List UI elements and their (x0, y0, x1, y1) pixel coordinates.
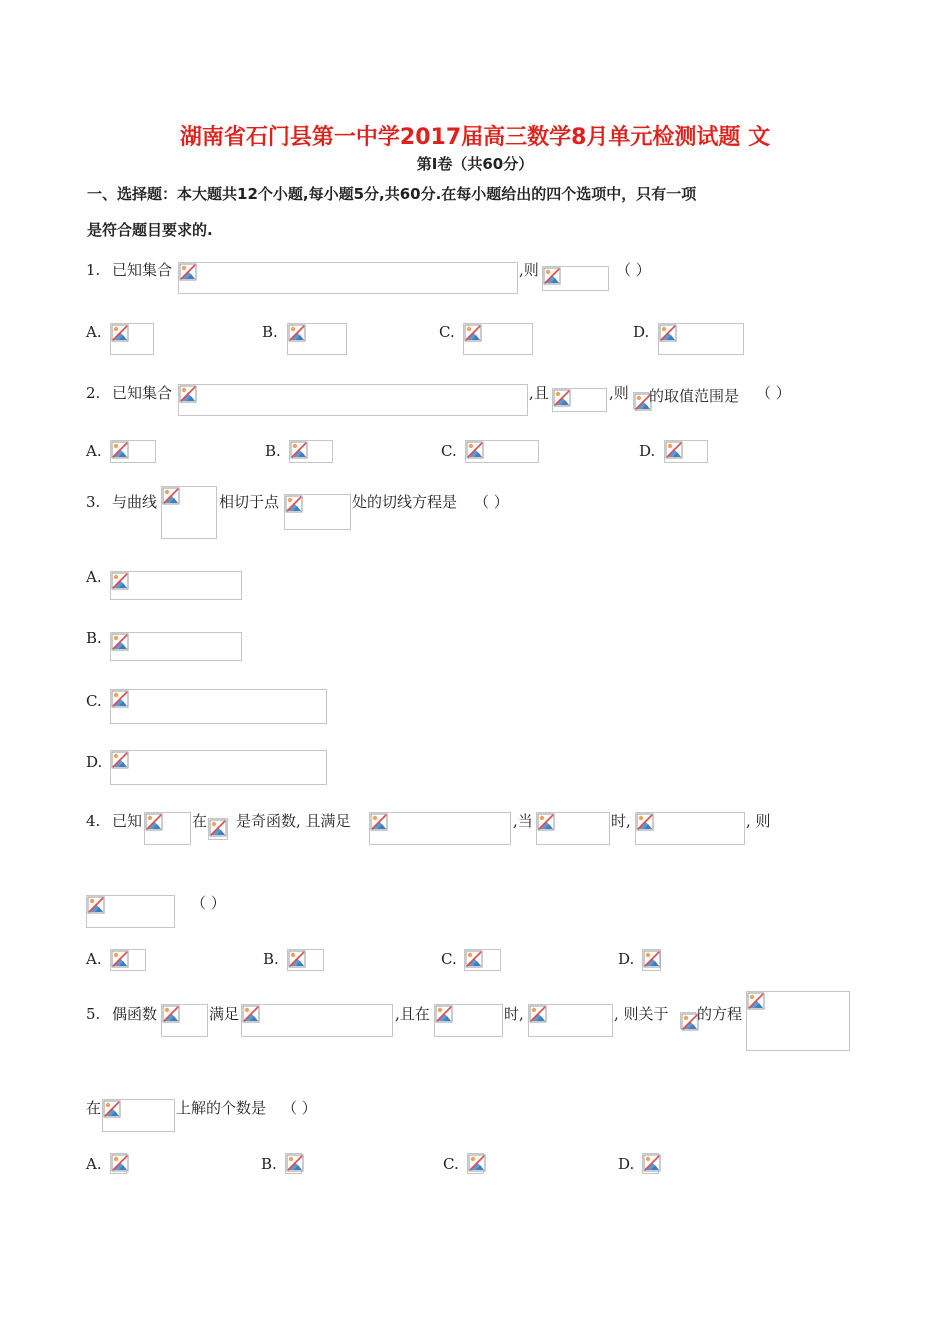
q1-option-a: A. (86, 323, 102, 341)
q1-bracket: （ ） (616, 261, 651, 279)
broken-image-icon (288, 324, 306, 342)
formula-image (241, 1004, 393, 1037)
q4-number: 4. (86, 812, 101, 830)
formula-image (633, 392, 649, 409)
broken-image-icon (370, 813, 388, 831)
broken-image-icon (111, 324, 129, 342)
formula-image (110, 632, 242, 661)
formula-image (284, 494, 351, 530)
formula-image (289, 440, 333, 463)
broken-image-icon (179, 263, 197, 281)
q1-text: ,则 (519, 261, 539, 279)
q2-bracket: （ ） (756, 384, 791, 402)
broken-image-icon (286, 1154, 304, 1172)
broken-image-icon (290, 441, 308, 459)
formula-image (110, 1153, 127, 1174)
q4-option-a: A. (86, 950, 102, 968)
q3-option-d: D. (86, 753, 103, 771)
q5-text: 上解的个数是 (176, 1099, 267, 1117)
q1-option-d: D. (633, 323, 650, 341)
q3-option-a: A. (86, 568, 102, 586)
q1-option-b: B. (262, 323, 278, 341)
broken-image-icon (643, 1154, 661, 1172)
formula-image (467, 1153, 484, 1174)
broken-image-icon (179, 385, 197, 403)
formula-image (110, 689, 327, 724)
q4-text: 时, (611, 812, 631, 830)
broken-image-icon (111, 1154, 129, 1172)
q2-text: ,则 (609, 384, 629, 402)
formula-image (178, 262, 518, 294)
q2-text: 已知集合 (112, 384, 173, 402)
broken-image-icon (288, 950, 306, 968)
formula-image (642, 949, 661, 971)
formula-image (144, 812, 191, 845)
broken-image-icon (162, 1005, 180, 1023)
formula-image (110, 949, 146, 971)
q2-option-c: C. (441, 442, 457, 460)
q2-text: ,且 (529, 384, 549, 402)
formula-image (463, 323, 533, 355)
q5-text: 满足 (209, 1005, 240, 1023)
q4-text: 已知 (112, 812, 143, 830)
broken-image-icon (103, 1100, 121, 1118)
formula-image (110, 323, 154, 355)
q2-option-b: B. (265, 442, 281, 460)
document-subtitle: 第Ⅰ卷（共60分） (416, 155, 534, 173)
broken-image-icon (285, 495, 303, 513)
formula-image (664, 440, 708, 463)
formula-image (746, 991, 850, 1051)
formula-image (680, 1012, 696, 1029)
broken-image-icon (111, 633, 129, 651)
q5-bracket: （ ） (282, 1099, 317, 1117)
q1-number: 1. (86, 261, 101, 279)
formula-image (110, 571, 242, 600)
formula-image (465, 440, 539, 463)
broken-image-icon (162, 487, 180, 505)
q5-text: ,且在 (395, 1005, 430, 1023)
q5-option-b: B. (261, 1155, 277, 1173)
broken-image-icon (466, 441, 484, 459)
broken-image-icon (464, 324, 482, 342)
formula-image (552, 388, 607, 412)
q4-option-d: D. (618, 950, 635, 968)
q4-text: 是奇函数, 且满足 (236, 812, 351, 830)
formula-image (528, 1004, 613, 1037)
formula-image (161, 486, 217, 539)
q5-text: 的方程 (697, 1005, 743, 1023)
q4-option-b: B. (263, 950, 279, 968)
formula-image (161, 1004, 208, 1037)
q5-number: 5. (86, 1005, 101, 1023)
q5-option-a: A. (86, 1155, 102, 1173)
formula-image (536, 812, 610, 845)
broken-image-icon (636, 813, 654, 831)
formula-image (285, 1153, 302, 1174)
q4-option-c: C. (441, 950, 457, 968)
broken-image-icon (665, 441, 683, 459)
formula-image (642, 1153, 659, 1174)
q2-option-a: A. (86, 442, 102, 460)
q3-text: 处的切线方程是 (352, 493, 458, 511)
q2-text: 的取值范围是 (649, 387, 740, 405)
q4-bracket: （ ） (191, 894, 226, 912)
broken-image-icon (111, 572, 129, 590)
formula-image (464, 949, 501, 971)
broken-image-icon (537, 813, 555, 831)
formula-image (287, 323, 347, 355)
section-heading-line1: 一、选择题：本大题共12个小题,每小题5分,共60分.在每小题给出的四个选项中，只有一项 (87, 185, 697, 203)
formula-image (110, 440, 156, 463)
q2-number: 2. (86, 384, 101, 402)
broken-image-icon (111, 950, 129, 968)
q4-text: 在 (192, 812, 208, 830)
q5-option-c: C. (443, 1155, 459, 1173)
q5-text: 在 (86, 1099, 102, 1117)
q2-option-d: D. (639, 442, 656, 460)
formula-image (86, 895, 175, 928)
broken-image-icon (87, 896, 105, 914)
q3-text: 相切于点 (219, 493, 280, 511)
q1-option-c: C. (439, 323, 455, 341)
section-heading-line2: 是符合题目要求的. (87, 221, 213, 239)
broken-image-icon (111, 441, 129, 459)
broken-image-icon (643, 950, 661, 968)
formula-image (434, 1004, 503, 1037)
broken-image-icon (659, 324, 677, 342)
q3-text: 与曲线 (112, 493, 158, 511)
broken-image-icon (111, 690, 129, 708)
document-title: 湖南省石门县第一中学2017届高三数学8月单元检测试题 文 (179, 125, 771, 150)
q5-text: 偶函数 (112, 1005, 158, 1023)
formula-image (208, 818, 228, 840)
broken-image-icon (145, 813, 163, 831)
q1-text: 已知集合 (112, 261, 173, 279)
broken-image-icon (468, 1154, 486, 1172)
broken-image-icon (435, 1005, 453, 1023)
broken-image-icon (529, 1005, 547, 1023)
broken-image-icon (242, 1005, 260, 1023)
q3-number: 3. (86, 493, 101, 511)
formula-image (178, 384, 528, 416)
broken-image-icon (465, 950, 483, 968)
formula-image (110, 750, 327, 785)
broken-image-icon (747, 992, 765, 1010)
q5-text: , 则关于 (614, 1005, 669, 1023)
q4-text: ,当 (513, 812, 533, 830)
q5-option-d: D. (618, 1155, 635, 1173)
q4-text: , 则 (746, 812, 771, 830)
q3-option-c: C. (86, 692, 102, 710)
broken-image-icon (553, 389, 571, 407)
broken-image-icon (543, 267, 561, 285)
broken-image-icon (111, 751, 129, 769)
q3-option-b: B. (86, 629, 102, 647)
q5-text: 时, (504, 1005, 524, 1023)
q3-bracket: （ ） (474, 493, 509, 511)
formula-image (102, 1099, 175, 1132)
formula-image (658, 323, 744, 355)
formula-image (369, 812, 511, 845)
formula-image (287, 949, 324, 971)
formula-image (635, 812, 745, 845)
formula-image (542, 266, 609, 291)
broken-image-icon (209, 819, 227, 837)
